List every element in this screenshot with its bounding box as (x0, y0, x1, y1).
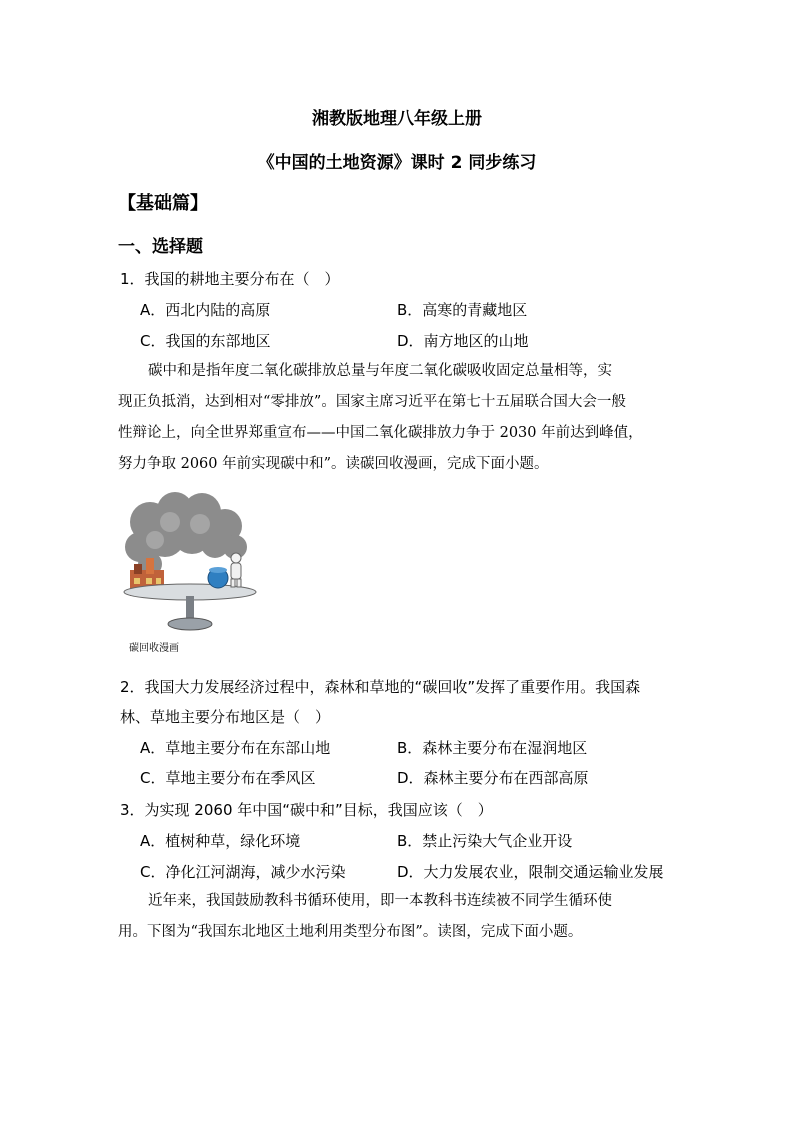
subsection-heading: 一、选择题 (118, 237, 203, 257)
q2-option-b: B．森林主要分布在湿润地区 (397, 739, 588, 757)
passage-carbon-neutral (118, 356, 678, 480)
passage1-line: 碳中和是指年度二氧化碳排放总量与年度二氧化碳吸收固定总量相等，实 (148, 363, 612, 379)
passage1-line: 性辩论上，向全世界郑重宣布——中国二氧化碳排放力争于 2030 年前达到峰值， (118, 425, 643, 441)
page-title: 湘教版地理八年级上册 (312, 109, 482, 129)
q2-option-a: A．草地主要分布在东部山地 (140, 739, 331, 757)
carbon-recycling-cartoon (120, 492, 265, 654)
figure-caption: 碳回收漫画 (129, 643, 179, 654)
passage2-line: 用。下图为“我国东北地区土地利用类型分布图”。读图，完成下面小题。 (118, 924, 583, 940)
page-subtitle: 《中国的土地资源》课时 2 同步练习 (257, 153, 537, 173)
question-1-stem: 1．我国的耕地主要分布在（ ） (120, 270, 340, 288)
q3-option-c: C．净化江河湖海，减少水污染 (140, 863, 346, 881)
section-heading: 【基础篇】 (118, 193, 208, 214)
q1-option-d: D．南方地区的山地 (397, 332, 529, 350)
passage1-line: 现正负抵消，达到相对“零排放”。国家主席习近平在第七十五届联合国大会一般 (118, 394, 626, 410)
passage2-line: 近年来，我国鼓励教科书循环使用，即一本教科书连续被不同学生循环使 (148, 893, 612, 909)
q2-option-c: C．草地主要分布在季风区 (140, 769, 316, 787)
passage-textbook-recycling (118, 886, 678, 948)
q1-option-b: B．高寒的青藏地区 (397, 301, 528, 319)
cartoon-illustration (120, 492, 265, 638)
question-3-stem: 3．为实现 2060 年中国“碳中和”目标，我国应该（ ） (120, 801, 493, 819)
passage1-line: 努力争取 2060 年前实现碳中和”。读碳回收漫画，完成下面小题。 (118, 456, 549, 472)
q3-option-d: D．大力发展农业，限制交通运输业发展 (397, 863, 664, 881)
question-2-stem-line2: 林、草地主要分布地区是（ ） (120, 708, 331, 726)
q3-option-a: A．植树种草，绿化环境 (140, 832, 301, 850)
q3-option-b: B．禁止污染大气企业开设 (397, 832, 573, 850)
q1-option-a: A．西北内陆的高原 (140, 301, 271, 319)
question-2-stem-line1: 2．我国大力发展经济过程中，森林和草地的“碳回收”发挥了重要作用。我国森 (120, 678, 641, 696)
q2-option-d: D．森林主要分布在西部高原 (397, 769, 589, 787)
q1-option-c: C．我国的东部地区 (140, 332, 271, 350)
